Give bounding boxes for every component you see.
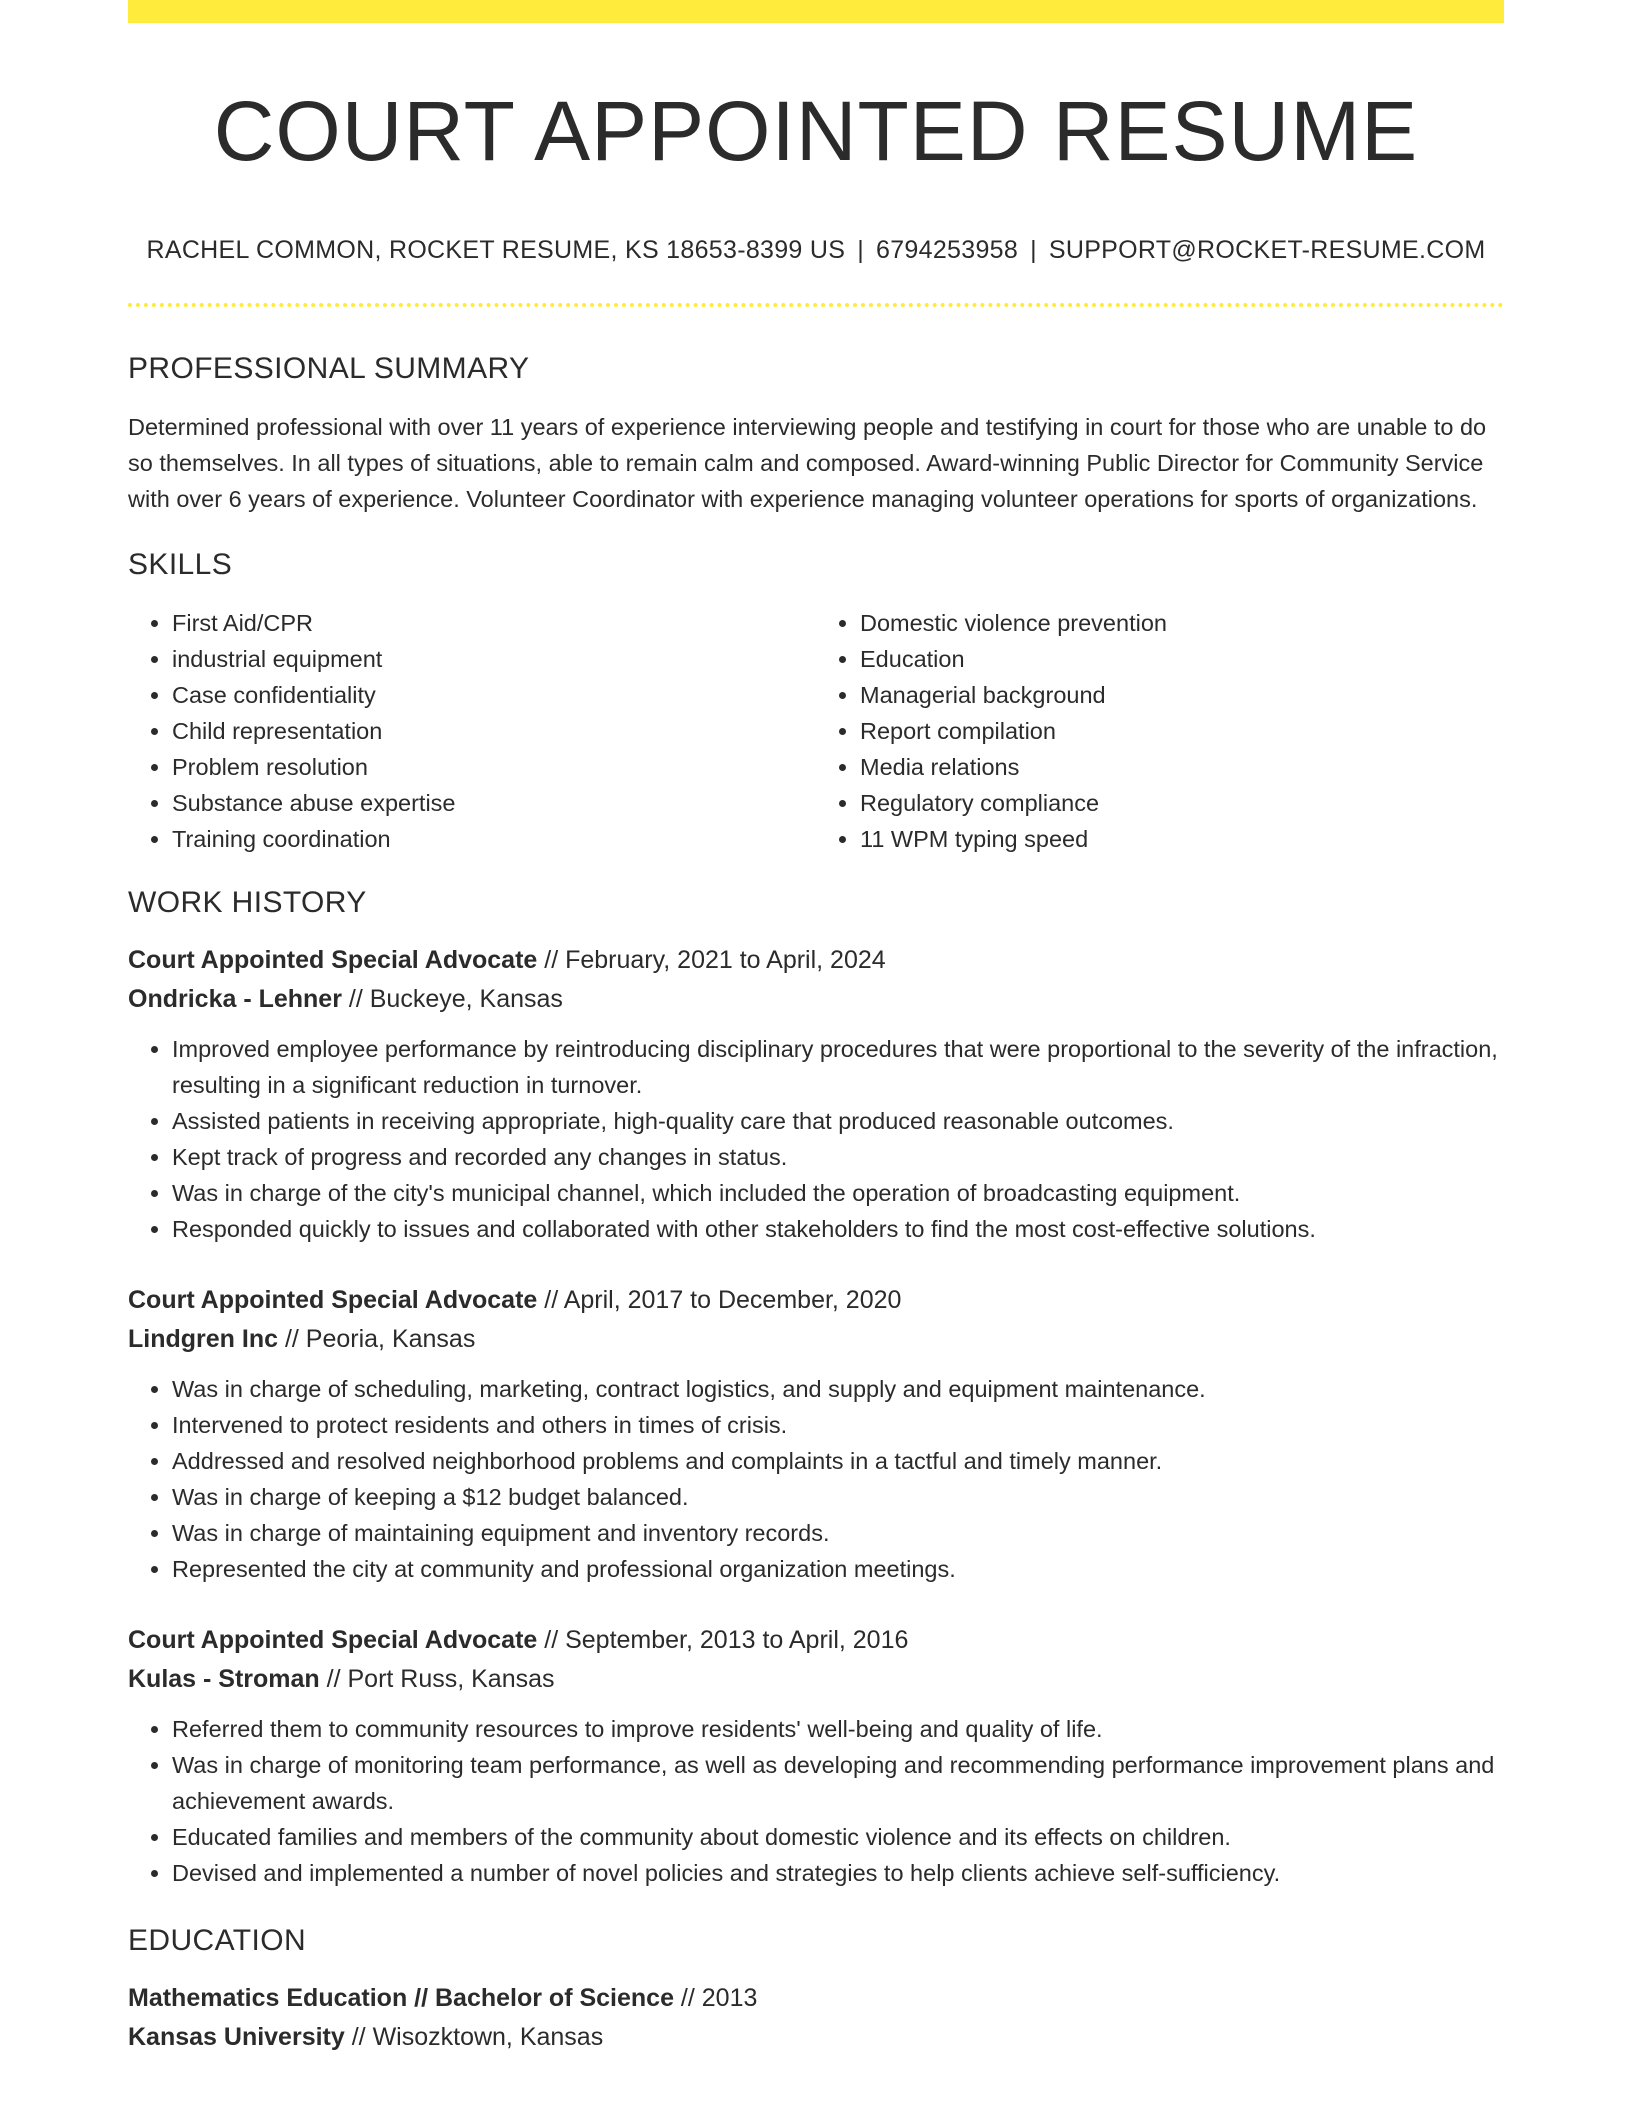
skill-item: • 11 WPM typing speed [860,821,1504,857]
education-entry [128,1979,1504,2057]
summary-text: Determined professional with over 11 years of experience interviewing people and testifying in court for those who are unable to do so themselves. In all types of situations, able to remain calm and composed. Award-winning Public Director for Community Service with over 6 years of experience. Volunteer Coordinator with experience managing volunteer operations for sports of organizations. [128,414,1487,513]
job-title-line [128,1621,1504,1660]
job-title: Court Appointed Special Advocate [128,1286,538,1315]
contact-line [128,235,1504,265]
contact-address: RACHEL COMMON, ROCKET RESUME, KS 18653-8399 US [146,236,846,265]
skill-item: • Child representation [172,713,816,749]
job-bullet: • Educated families and members of the community about domestic violence and its effects on children. [172,1819,1504,1855]
job-title: Court Appointed Special Advocate [128,1626,538,1655]
job-dates: // February, 2021 to April, 2024 [537,946,886,975]
contact-phone: 6794253958 [876,236,1019,265]
skill-item: • Domestic violence prevention [860,605,1504,641]
job-bullet: • Assisted patients in receiving appropriate, high-quality care that produced reasonable outcomes. [172,1103,1504,1139]
job-bullet: • Was in charge of the city's municipal channel, which included the operation of broadcasting equipment. [172,1175,1504,1211]
job-bullet: • Addressed and resolved neighborhood problems and complaints in a tactful and timely manner. [172,1443,1504,1479]
job-title-line [128,1281,1504,1320]
skill-item: • Education [860,641,1504,677]
job-bullet: • Was in charge of monitoring team performance, as well as developing and recommending performance improvement plans and achievement awards. [172,1747,1504,1819]
contact-email: SUPPORT@ROCKET-RESUME.COM [1048,236,1486,265]
accent-top-bar [128,0,1504,23]
job-entry [128,1281,1504,1587]
skills-heading: SKILLS [128,548,233,582]
job-bullet: • Referred them to community resources to improve residents' well-being and quality of life. [172,1711,1504,1747]
job-company-line [128,980,1504,1019]
education-location: // Wisozktown, Kansas [344,2023,604,2052]
skill-item: • Training coordination [172,821,816,857]
job-bullet: • Was in charge of keeping a $12 budget balanced. [172,1479,1504,1515]
skill-item: • industrial equipment [172,641,816,677]
skill-item: • Managerial background [860,677,1504,713]
job-company-line [128,1660,1504,1699]
job-bullet: • Kept track of progress and recorded any changes in status. [172,1139,1504,1175]
education-degree: Mathematics Education // Bachelor of Science [128,1984,674,2013]
skills-column-right [816,605,1504,857]
resume-page [128,0,1504,2057]
job-bullet: • Was in charge of maintaining equipment and inventory records. [172,1515,1504,1551]
work-history-heading: WORK HISTORY [128,886,367,920]
job-title-line [128,941,1504,980]
job-bullet: • Devised and implemented a number of novel policies and strategies to help clients achieve self-sufficiency. [172,1855,1504,1891]
job-dates: // April, 2017 to December, 2020 [537,1286,902,1315]
skill-item: • Substance abuse expertise [172,785,816,821]
skills-column-left [128,605,816,857]
summary-heading: PROFESSIONAL SUMMARY [128,352,530,386]
job-bullet: • Intervened to protect residents and others in times of crisis. [172,1407,1504,1443]
education-school: Kansas University [128,2023,345,2052]
job-bullet: • Represented the city at community and professional organization meetings. [172,1551,1504,1587]
job-bullets [128,1711,1504,1891]
education-heading: EDUCATION [128,1924,307,1958]
skill-item: • Problem resolution [172,749,816,785]
contact-separator: | [857,236,865,265]
skill-item: • First Aid/CPR [172,605,816,641]
skills-list [128,605,1504,857]
dotted-divider [128,303,1504,307]
job-location: // Buckeye, Kansas [341,985,563,1014]
job-title: Court Appointed Special Advocate [128,946,538,975]
education-degree-line [128,1979,1504,2018]
education-school-line [128,2018,1504,2057]
job-entry [128,941,1504,1247]
job-bullets [128,1371,1504,1587]
job-location: // Port Russ, Kansas [319,1665,555,1694]
contact-separator: | [1030,236,1037,265]
job-company: Lindgren Inc [128,1325,278,1354]
job-location: // Peoria, Kansas [278,1325,476,1354]
job-bullet: • Improved employee performance by reintroducing disciplinary procedures that were proportional to the severity of the infraction, resulting in a significant reduction in turnover. [172,1031,1504,1103]
job-company: Kulas - Stroman [128,1665,320,1694]
skill-item: • Regulatory compliance [860,785,1504,821]
job-entry [128,1621,1504,1891]
job-company: Ondricka - Lehner [128,985,342,1014]
job-company-line [128,1320,1504,1359]
skill-item: • Case confidentiality [172,677,816,713]
job-bullets [128,1031,1504,1247]
education-year: // 2013 [673,1984,758,2013]
job-bullet: • Was in charge of scheduling, marketing, contract logistics, and supply and equipment maintenance. [172,1371,1504,1407]
resume-title: COURT APPOINTED RESUME [213,84,1419,178]
skill-item: • Media relations [860,749,1504,785]
skill-item: • Report compilation [860,713,1504,749]
job-bullet: • Responded quickly to issues and collaborated with other stakeholders to find the most cost-effective solutions. [172,1211,1504,1247]
job-dates: // September, 2013 to April, 2016 [537,1626,909,1655]
